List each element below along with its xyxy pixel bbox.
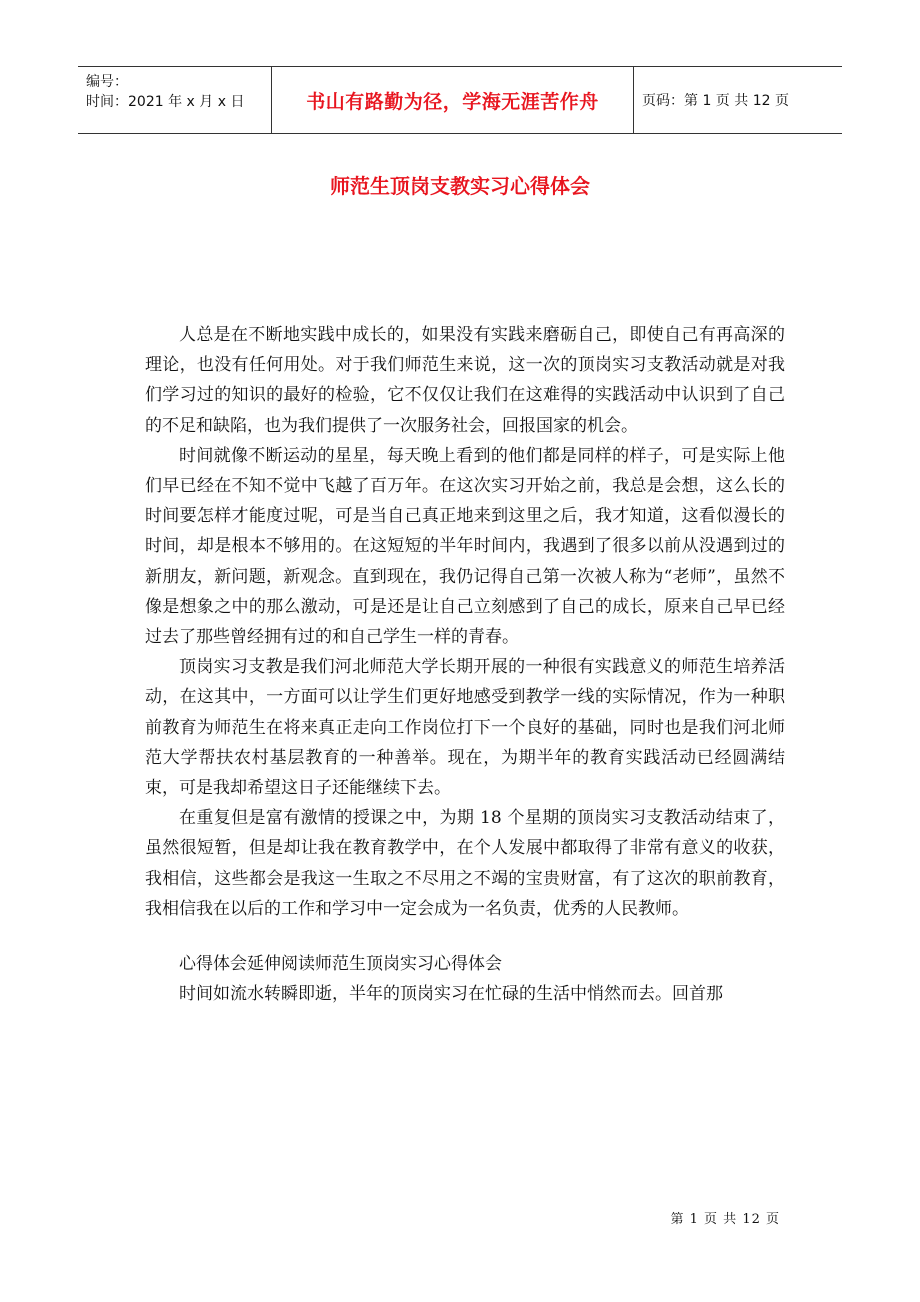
paragraph: 在重复但是富有激情的授课之中，为期 18 个星期的顶岗实习支教活动结束了，虽然很短暂，但是却让我在教育教学中，在个人发展中都取得了非常有意义的收获，我相信，这些都会是我这一生取之不尽用之不竭的宝贵财富，有了这次的职前教育，我相信我在以后的工作和学习中一定会成为一名负责，优秀的人民教师。 bbox=[145, 808, 785, 919]
document-date: 时间：2021 年 x 月 x 日 bbox=[86, 94, 245, 110]
page-footer: 第 1 页 共 12 页 bbox=[670, 1212, 780, 1227]
document-title: 师范生顶岗支教实习心得体会 bbox=[330, 174, 590, 198]
paragraph: 时间如流水转瞬即逝，半年的顶岗实习在忙碌的生活中悄然而去。回首那 bbox=[179, 984, 723, 1005]
paragraph: 顶岗实习支教是我们河北师范大学长期开展的一种很有实践意义的师范生培养活动，在这其中，一方面可以让学生们更好地感受到教学一线的实际情况，作为一种职前教育为师范生在将来真正走向工作岗位打下一个良好的基础，同时也是我们河北师范大学帮扶农村基层教育的一种善举。现在，为期半年的教育实践活动已经圆满结束，可是我却希望这日子还能继续下去。 bbox=[145, 657, 785, 799]
document-body bbox=[145, 320, 785, 1009]
page-header bbox=[78, 66, 842, 134]
paragraph: 时间就像不断运动的星星，每天晚上看到的他们都是同样的样子，可是实际上他们早已经在不知不觉中飞越了百万年。在这次实习开始之前，我总是会想，这么长的时间要怎样才能度过呢，可是当自己真正地来到这里之后，我才知道，这看似漫长的时间，却是根本不够用的。在这短短的半年时间内，我遇到了很多以前从没遇到过的新朋友，新问题，新观念。直到现在，我仍记得自己第一次被人称为“老师”，虽然不像是想象之中的那么激动，可是还是让自己立刻感到了自己的成长，原来自己早已经过去了那些曾经拥有过的和自己学生一样的青春。 bbox=[145, 445, 785, 648]
extended-reading-heading: 心得体会延伸阅读师范生顶岗实习心得体会 bbox=[179, 954, 502, 975]
header-meta bbox=[78, 67, 272, 133]
paragraph: 人总是在不断地实践中成长的，如果没有实践来磨砺自己，即使自己有再高深的理论，也没有任何用处。对于我们师范生来说，这一次的顶岗实习支教活动就是对我们学习过的知识的最好的检验，它不仅仅让我们在这难得的实践活动中认识到了自己的不足和缺陷，也为我们提供了一次服务社会，回报国家的机会。 bbox=[145, 325, 785, 436]
header-page-info: 页码：第 1 页 共 12 页 bbox=[642, 93, 789, 109]
document-number-label: 编号： bbox=[86, 74, 128, 90]
header-motto: 书山有路勤为径，学海无涯苦作舟 bbox=[272, 67, 634, 133]
